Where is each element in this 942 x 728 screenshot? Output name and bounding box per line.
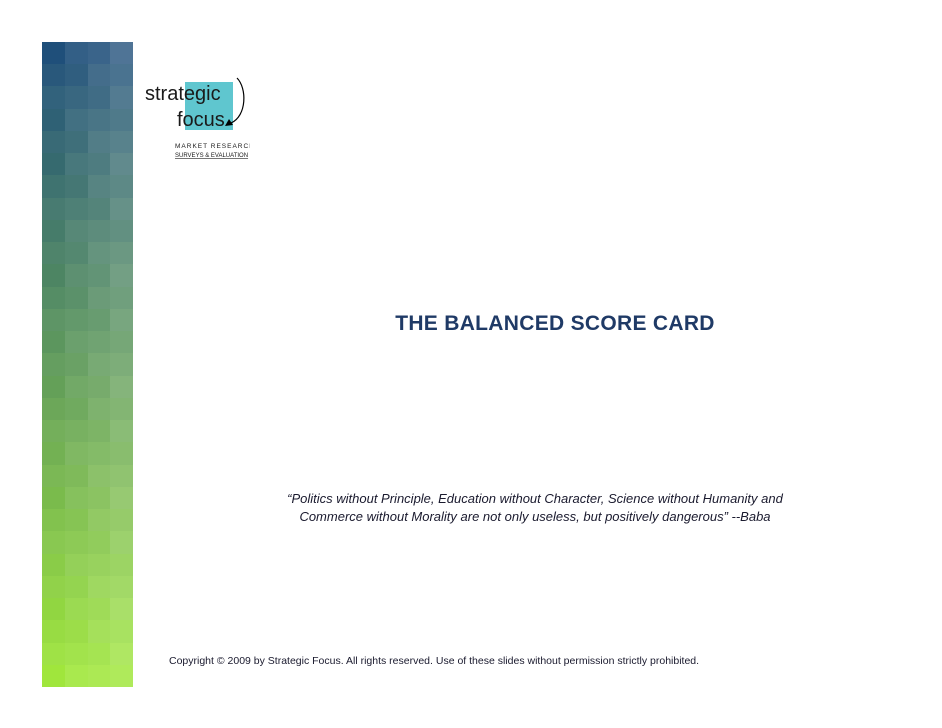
mosaic-tile <box>65 531 88 554</box>
mosaic-tile <box>65 353 88 376</box>
mosaic-tile <box>88 531 111 554</box>
mosaic-tile <box>65 64 88 87</box>
mosaic-tile <box>42 465 65 488</box>
mosaic-tile <box>110 242 133 265</box>
mosaic-tile <box>65 175 88 198</box>
mosaic-tile <box>42 509 65 532</box>
mosaic-tile <box>88 509 111 532</box>
mosaic-tile <box>88 131 111 154</box>
mosaic-tile <box>65 287 88 310</box>
mosaic-tile <box>65 487 88 510</box>
mosaic-tile <box>42 531 65 554</box>
mosaic-tile <box>88 420 111 443</box>
mosaic-tile <box>42 309 65 332</box>
mosaic-tile <box>110 109 133 132</box>
logo-tagline-2: SURVEYS & EVALUATION <box>175 153 249 159</box>
mosaic-tile <box>88 242 111 265</box>
mosaic-tile <box>42 620 65 643</box>
mosaic-tile <box>110 442 133 465</box>
mosaic-tile <box>42 665 65 687</box>
mosaic-tile <box>110 376 133 399</box>
mosaic-tile <box>88 287 111 310</box>
mosaic-tile <box>42 198 65 221</box>
mosaic-tile <box>65 42 88 65</box>
mosaic-tile <box>65 576 88 599</box>
mosaic-tile <box>88 643 111 666</box>
mosaic-tile <box>42 576 65 599</box>
mosaic-tile <box>65 465 88 488</box>
quote <box>240 490 830 526</box>
mosaic-tile <box>110 175 133 198</box>
mosaic-tile <box>110 64 133 87</box>
mosaic-tile <box>88 42 111 65</box>
mosaic-tile <box>110 198 133 221</box>
logo-tagline-1: MARKET RESEARCH <box>175 143 250 150</box>
mosaic-tile <box>110 420 133 443</box>
logo-graphic <box>145 76 250 166</box>
mosaic-tile <box>110 665 133 687</box>
mosaic-tile <box>65 131 88 154</box>
mosaic-tile <box>88 198 111 221</box>
mosaic-tile <box>110 287 133 310</box>
mosaic-tile <box>42 376 65 399</box>
mosaic-tile <box>65 442 88 465</box>
copyright-notice: Copyright © 2009 by Strategic Focus. All rights reserved. Use of these slides without permission strictly prohibited. <box>169 655 700 667</box>
mosaic-tile <box>88 665 111 687</box>
mosaic-tile <box>88 620 111 643</box>
mosaic-tile <box>42 331 65 354</box>
mosaic-tile <box>88 576 111 599</box>
mosaic-tile <box>65 109 88 132</box>
mosaic-tile <box>42 287 65 310</box>
mosaic-tile <box>65 643 88 666</box>
mosaic-tile <box>42 643 65 666</box>
mosaic-tile <box>42 442 65 465</box>
mosaic-tile <box>65 620 88 643</box>
mosaic-tile <box>88 487 111 510</box>
mosaic-tile <box>110 398 133 421</box>
mosaic-tile <box>88 331 111 354</box>
mosaic-tile <box>110 220 133 243</box>
mosaic-tile <box>110 620 133 643</box>
mosaic-tile <box>65 509 88 532</box>
mosaic-tile <box>42 242 65 265</box>
quote-line-1: “Politics without Principle, Education without Character, Science without Humanity and <box>287 491 783 506</box>
logo-word-focus: focus <box>177 109 225 131</box>
mosaic-tile <box>110 42 133 65</box>
mosaic-tile <box>88 175 111 198</box>
mosaic-tile <box>42 175 65 198</box>
mosaic-tile <box>65 598 88 621</box>
mosaic-tile <box>42 109 65 132</box>
mosaic-tile <box>110 576 133 599</box>
mosaic-tile <box>42 42 65 65</box>
mosaic-tile <box>110 554 133 577</box>
mosaic-tile <box>110 309 133 332</box>
mosaic-tile <box>110 643 133 666</box>
mosaic-tile <box>65 220 88 243</box>
mosaic-tile <box>65 153 88 176</box>
mosaic-tile <box>110 598 133 621</box>
mosaic-tile <box>42 64 65 87</box>
mosaic-tile <box>65 86 88 109</box>
mosaic-tile <box>88 264 111 287</box>
mosaic-tile <box>88 465 111 488</box>
mosaic-tile <box>88 220 111 243</box>
mosaic-tile <box>88 376 111 399</box>
mosaic-tile <box>42 86 65 109</box>
mosaic-tile <box>42 153 65 176</box>
logo-word-strategic: strategic <box>145 83 221 105</box>
mosaic-tile <box>110 153 133 176</box>
mosaic-tile <box>88 153 111 176</box>
mosaic-tile <box>110 531 133 554</box>
slide-title: THE BALANCED SCORE CARD <box>395 312 715 335</box>
mosaic-tile <box>42 420 65 443</box>
mosaic-tile <box>42 554 65 577</box>
mosaic-tile <box>42 598 65 621</box>
mosaic-tile <box>65 376 88 399</box>
mosaic-tile <box>110 86 133 109</box>
mosaic-tile <box>88 86 111 109</box>
mosaic-tile <box>88 309 111 332</box>
mosaic-tile <box>65 331 88 354</box>
mosaic-tile <box>88 598 111 621</box>
mosaic-tile <box>88 353 111 376</box>
decorative-mosaic-band <box>42 42 133 687</box>
mosaic-tile <box>110 353 133 376</box>
mosaic-tile <box>110 331 133 354</box>
mosaic-tile <box>88 109 111 132</box>
mosaic-tile <box>65 242 88 265</box>
mosaic-tile <box>110 264 133 287</box>
mosaic-tile <box>65 554 88 577</box>
mosaic-tile <box>42 264 65 287</box>
mosaic-tile <box>88 398 111 421</box>
mosaic-tile <box>65 665 88 687</box>
mosaic-tile <box>65 264 88 287</box>
mosaic-tile <box>42 131 65 154</box>
mosaic-tile <box>65 398 88 421</box>
mosaic-tile <box>88 554 111 577</box>
mosaic-tile <box>65 198 88 221</box>
mosaic-tile <box>110 465 133 488</box>
mosaic-tile <box>42 353 65 376</box>
mosaic-tile <box>42 398 65 421</box>
mosaic-tile <box>88 64 111 87</box>
quote-line-2: Commerce without Morality are not only useless, but positively dangerous” --Baba <box>299 509 771 524</box>
mosaic-tile <box>88 442 111 465</box>
mosaic-tile <box>42 487 65 510</box>
mosaic-tile <box>42 220 65 243</box>
mosaic-tile <box>65 309 88 332</box>
mosaic-tile <box>110 487 133 510</box>
mosaic-tile <box>65 420 88 443</box>
mosaic-tile <box>110 131 133 154</box>
strategic-focus-logo <box>145 76 250 166</box>
mosaic-tile <box>110 509 133 532</box>
